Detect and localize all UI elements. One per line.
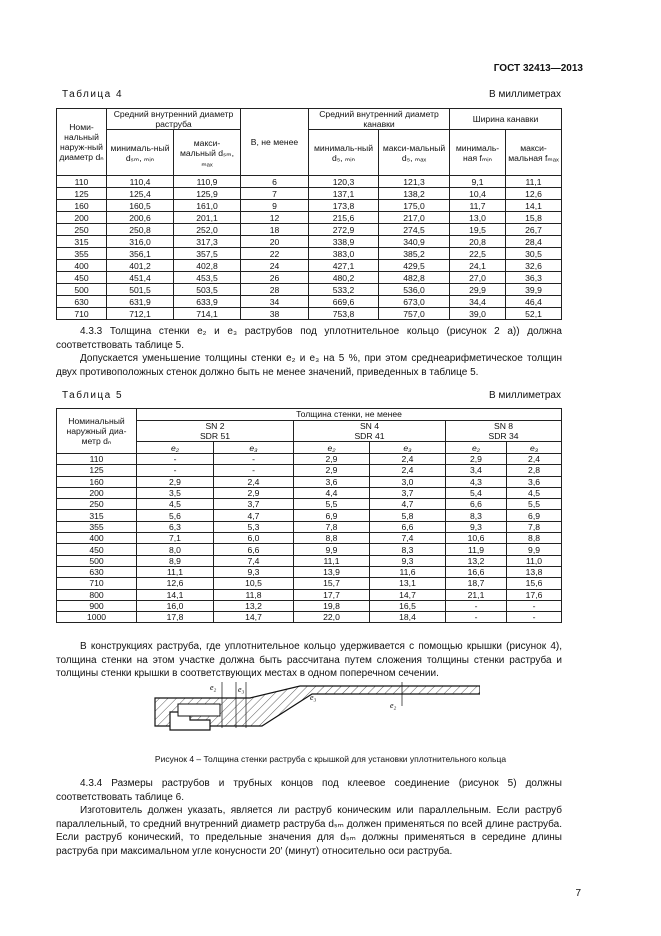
table-cell: 5,5 bbox=[507, 499, 562, 510]
table-cell: 2,8 bbox=[507, 465, 562, 476]
table-cell: 503,5 bbox=[174, 284, 241, 296]
table-cell: 30,5 bbox=[506, 248, 562, 260]
table-cell: 125,9 bbox=[174, 188, 241, 200]
table-row bbox=[57, 296, 562, 308]
t5-h-e3: e₃ bbox=[370, 442, 446, 454]
table-cell: 7,4 bbox=[370, 533, 446, 544]
table-cell: 315 bbox=[57, 236, 107, 248]
table-cell: 500 bbox=[57, 555, 137, 566]
table-cell: 17,7 bbox=[294, 589, 370, 600]
t5-h-e3: e₃ bbox=[214, 442, 294, 454]
table-cell: 250,8 bbox=[107, 224, 174, 236]
table-cell: 355 bbox=[57, 521, 137, 532]
t5-h-nominal: Номинальный наружный диа-метр dₙ bbox=[57, 409, 137, 454]
table-cell: 11,8 bbox=[214, 589, 294, 600]
t4-h-width-max: макси-мальная fₘₐₓ bbox=[506, 130, 562, 176]
table-cell: 32,6 bbox=[506, 260, 562, 272]
table-cell: 52,1 bbox=[506, 308, 562, 320]
table-row bbox=[57, 544, 562, 555]
table-cell: 14,7 bbox=[214, 612, 294, 623]
table-cell: 5,8 bbox=[370, 510, 446, 521]
table-cell: 800 bbox=[57, 589, 137, 600]
table-cell: - bbox=[137, 454, 214, 465]
t5-h-group-sn8: SN 8 SDR 34 bbox=[446, 420, 562, 442]
table-cell: 669,6 bbox=[309, 296, 379, 308]
table-cell: 5,3 bbox=[214, 521, 294, 532]
t4-h-groove-max: макси-мальный d₅, ₘₐₓ bbox=[379, 130, 450, 176]
table-cell: 6,3 bbox=[137, 521, 214, 532]
table-cell: 7 bbox=[241, 188, 309, 200]
table-cell: 633,9 bbox=[174, 296, 241, 308]
table-cell: - bbox=[214, 465, 294, 476]
table4-caption: Таблица 4 bbox=[62, 89, 124, 100]
table-cell: 317,3 bbox=[174, 236, 241, 248]
table-cell: 7,8 bbox=[507, 521, 562, 532]
t5-h-group-sn2: SN 2 SDR 51 bbox=[137, 420, 294, 442]
table-cell: 450 bbox=[57, 272, 107, 284]
table-cell: - bbox=[507, 612, 562, 623]
t4-h-socket-max: макси-мальный dₛₘ, ₘₐₓ bbox=[174, 130, 241, 176]
table-cell: 2,9 bbox=[446, 454, 507, 465]
table5-caption: Таблица 5 bbox=[62, 390, 124, 401]
table-row bbox=[57, 521, 562, 532]
paragraph-4-3-3: 4.3.3 Толщина стенки e₂ и e₃ раструбов под уплотнительное кольцо (рисунок 2 а)) должна соответствовать таблице 5. bbox=[56, 326, 562, 351]
table-cell: 11,6 bbox=[370, 566, 446, 577]
table-cell: 4,7 bbox=[370, 499, 446, 510]
table-row bbox=[57, 533, 562, 544]
table-cell: 480,2 bbox=[309, 272, 379, 284]
table-cell: 482,8 bbox=[379, 272, 450, 284]
table-cell: 173,8 bbox=[309, 200, 379, 212]
table-row bbox=[57, 248, 562, 260]
table-row bbox=[57, 600, 562, 611]
figure-4-caption: Рисунок 4 – Толщина стенки раструба с крышкой для установки уплотнительного кольца bbox=[154, 754, 507, 764]
table-cell: 340,9 bbox=[379, 236, 450, 248]
table-cell: 6 bbox=[241, 176, 309, 188]
table-cell: 5,5 bbox=[294, 499, 370, 510]
table-cell: 3,0 bbox=[370, 476, 446, 487]
table-cell: 6,6 bbox=[214, 544, 294, 555]
table-cell: 383,0 bbox=[309, 248, 379, 260]
table-cell: 2,9 bbox=[294, 454, 370, 465]
table-cell: 15,8 bbox=[506, 212, 562, 224]
table-cell: 710 bbox=[57, 578, 137, 589]
table-cell: 8,9 bbox=[137, 555, 214, 566]
t5-h-e2: e₂ bbox=[294, 442, 370, 454]
paragraph-taper: Изготовитель должен указать, является ли раструб коническим или параллельным. Если раструб параллельный, то средний внутренний диаметр раструба dₛₘ должен применяться по всей длине раструба. Если раструб конический, то предельные значения для dₛₘ должны применяться в середине длины раструба при максимальном угле конусности 20′ (минут) относительно оси раструба. bbox=[56, 805, 562, 857]
table-cell: 355 bbox=[57, 248, 107, 260]
table-cell: 9 bbox=[241, 200, 309, 212]
table-cell: 110,4 bbox=[107, 176, 174, 188]
table-cell: 673,0 bbox=[379, 296, 450, 308]
table-row bbox=[57, 212, 562, 224]
table-cell: 12,6 bbox=[506, 188, 562, 200]
table-cell: 3,7 bbox=[214, 499, 294, 510]
section-cover bbox=[56, 640, 562, 681]
seal-ring-seat bbox=[178, 704, 220, 716]
table-cell: 9,3 bbox=[446, 521, 507, 532]
table-cell: 120,3 bbox=[309, 176, 379, 188]
table4 bbox=[56, 108, 562, 320]
table5-units: В миллиметрах bbox=[489, 390, 561, 401]
table-cell: 110 bbox=[57, 176, 107, 188]
table-row bbox=[57, 589, 562, 600]
table-cell: 18 bbox=[241, 224, 309, 236]
table-row bbox=[57, 566, 562, 577]
table-cell: 34,4 bbox=[450, 296, 506, 308]
table-row bbox=[57, 188, 562, 200]
table-cell: 138,2 bbox=[379, 188, 450, 200]
table-cell: 200 bbox=[57, 212, 107, 224]
table4-units: В миллиметрах bbox=[489, 89, 561, 100]
table-cell: - bbox=[507, 600, 562, 611]
table-cell: 26 bbox=[241, 272, 309, 284]
table-cell: 14,1 bbox=[137, 589, 214, 600]
table-cell: 125 bbox=[57, 465, 137, 476]
table-cell: 160,5 bbox=[107, 200, 174, 212]
t5-h-thickness: Толщина стенки, не менее bbox=[137, 409, 562, 421]
table-cell: 9,9 bbox=[507, 544, 562, 555]
table-cell: 9,3 bbox=[370, 555, 446, 566]
table-cell: 27,0 bbox=[450, 272, 506, 284]
table-cell: 6,6 bbox=[446, 499, 507, 510]
table-cell: 316,0 bbox=[107, 236, 174, 248]
table-cell: 9,1 bbox=[450, 176, 506, 188]
table-cell: 453,5 bbox=[174, 272, 241, 284]
table-row bbox=[57, 465, 562, 476]
table5 bbox=[56, 408, 562, 623]
table-cell: 34 bbox=[241, 296, 309, 308]
table-cell: 13,9 bbox=[294, 566, 370, 577]
table-cell: 160 bbox=[57, 476, 137, 487]
table-cell: 753,8 bbox=[309, 308, 379, 320]
paragraph-reduction: Допускается уменьшение толщины стенки e₂ и e₃ на 5 %, при этом среднеарифметическое толщин двух противоположных стенок должно быть не менее значений, приведенных в таблице 5. bbox=[56, 353, 562, 378]
table-cell: 402,8 bbox=[174, 260, 241, 272]
table-cell: 9,3 bbox=[214, 566, 294, 577]
label-e2-left: e₂ bbox=[210, 683, 217, 692]
table-cell: 16,5 bbox=[370, 600, 446, 611]
table-cell: 200 bbox=[57, 487, 137, 498]
table-cell: 39,0 bbox=[450, 308, 506, 320]
table-cell: 125,4 bbox=[107, 188, 174, 200]
t4-h-groove: Средний внутренний диаметр канавки bbox=[309, 109, 450, 130]
table-cell: 12 bbox=[241, 212, 309, 224]
table-cell: 20 bbox=[241, 236, 309, 248]
table-cell: 4,4 bbox=[294, 487, 370, 498]
table-cell: 160 bbox=[57, 200, 107, 212]
table-cell: 13,8 bbox=[507, 566, 562, 577]
table-cell: 8,8 bbox=[294, 533, 370, 544]
table-cell: 630 bbox=[57, 296, 107, 308]
table-cell: 450 bbox=[57, 544, 137, 555]
table-row bbox=[57, 308, 562, 320]
table-cell: 10,5 bbox=[214, 578, 294, 589]
table-cell: 14,1 bbox=[506, 200, 562, 212]
table-row bbox=[57, 272, 562, 284]
table-cell: 250 bbox=[57, 499, 137, 510]
table-cell: 125 bbox=[57, 188, 107, 200]
table-cell: 13,0 bbox=[450, 212, 506, 224]
table-row bbox=[57, 499, 562, 510]
table-cell: 8,3 bbox=[446, 510, 507, 521]
table-cell: 338,9 bbox=[309, 236, 379, 248]
table-cell: 900 bbox=[57, 600, 137, 611]
table-row bbox=[57, 236, 562, 248]
table-cell: 110 bbox=[57, 454, 137, 465]
t4-h-width-min: минималь-ная fₘᵢₙ bbox=[450, 130, 506, 176]
t4-h-socket-min: минималь-ный dₛₘ, ₘᵢₙ bbox=[107, 130, 174, 176]
table-cell: 2,4 bbox=[370, 454, 446, 465]
table-cell: 2,4 bbox=[370, 465, 446, 476]
table-cell: 215,6 bbox=[309, 212, 379, 224]
table-cell: 13,2 bbox=[446, 555, 507, 566]
table-cell: 1000 bbox=[57, 612, 137, 623]
table-cell: 710 bbox=[57, 308, 107, 320]
table-cell: 12,6 bbox=[137, 578, 214, 589]
table-row bbox=[57, 487, 562, 498]
table-cell: - bbox=[446, 612, 507, 623]
t4-h-width: Ширина канавки bbox=[450, 109, 562, 130]
table-cell: 2,4 bbox=[214, 476, 294, 487]
table-cell: 3,6 bbox=[507, 476, 562, 487]
table-cell: 3,7 bbox=[370, 487, 446, 498]
table-cell: 46,4 bbox=[506, 296, 562, 308]
table-cell: 11,9 bbox=[446, 544, 507, 555]
table-cell: 11,7 bbox=[450, 200, 506, 212]
table-cell: 19,8 bbox=[294, 600, 370, 611]
table-cell: 18,7 bbox=[446, 578, 507, 589]
table-cell: 3,6 bbox=[294, 476, 370, 487]
table-cell: 10,4 bbox=[450, 188, 506, 200]
table-cell: 4,5 bbox=[137, 499, 214, 510]
table-cell: 11,1 bbox=[506, 176, 562, 188]
t4-h-socket: Средний внутренний диаметр раструба bbox=[107, 109, 241, 130]
table-cell: 2,9 bbox=[294, 465, 370, 476]
table-cell: 427,1 bbox=[309, 260, 379, 272]
standard-header: ГОСТ 32413—2013 bbox=[493, 63, 583, 74]
table-cell: 7,4 bbox=[214, 555, 294, 566]
t4-h-b: B, не менее bbox=[241, 109, 309, 176]
table-cell: 14,7 bbox=[370, 589, 446, 600]
table-cell: 7,8 bbox=[294, 521, 370, 532]
table-cell: 2,9 bbox=[137, 476, 214, 487]
table-row bbox=[57, 555, 562, 566]
table-cell: 3,4 bbox=[446, 465, 507, 476]
table-cell: 714,1 bbox=[174, 308, 241, 320]
table-cell: 110,9 bbox=[174, 176, 241, 188]
table-cell: 9,9 bbox=[294, 544, 370, 555]
label-e2-right: e₂ bbox=[390, 701, 397, 710]
table-cell: 13,2 bbox=[214, 600, 294, 611]
table-cell: 17,8 bbox=[137, 612, 214, 623]
table-cell: 533,2 bbox=[309, 284, 379, 296]
table-cell: 29,9 bbox=[450, 284, 506, 296]
t4-h-groove-min: минималь-ный d₅, ₘᵢₙ bbox=[309, 130, 379, 176]
table-cell: 274,5 bbox=[379, 224, 450, 236]
table-cell: 19,5 bbox=[450, 224, 506, 236]
table-cell: 6,9 bbox=[507, 510, 562, 521]
table-cell: 4,5 bbox=[507, 487, 562, 498]
label-e3-left: e₃ bbox=[238, 685, 245, 694]
table-row bbox=[57, 476, 562, 487]
table-cell: 11,0 bbox=[507, 555, 562, 566]
table-cell: 175,0 bbox=[379, 200, 450, 212]
t5-h-group-sn4: SN 4 SDR 41 bbox=[294, 420, 446, 442]
t5-h-e2: e₂ bbox=[446, 442, 507, 454]
table-cell: 21,1 bbox=[446, 589, 507, 600]
table-cell: 356,1 bbox=[107, 248, 174, 260]
table-cell: 6,0 bbox=[214, 533, 294, 544]
table-cell: 200,6 bbox=[107, 212, 174, 224]
t5-h-e2: e₂ bbox=[137, 442, 214, 454]
table-row bbox=[57, 200, 562, 212]
table-row bbox=[57, 454, 562, 465]
table-cell: 3,5 bbox=[137, 487, 214, 498]
table-cell: 36,3 bbox=[506, 272, 562, 284]
table-cell: 22 bbox=[241, 248, 309, 260]
table-row bbox=[57, 510, 562, 521]
table-row bbox=[57, 176, 562, 188]
table-cell: 161,0 bbox=[174, 200, 241, 212]
table-cell: 6,6 bbox=[370, 521, 446, 532]
table-cell: 536,0 bbox=[379, 284, 450, 296]
table-cell: 2,4 bbox=[507, 454, 562, 465]
table-cell: 10,6 bbox=[446, 533, 507, 544]
table-cell: 250 bbox=[57, 224, 107, 236]
table-cell: 8,3 bbox=[370, 544, 446, 555]
table-cell: 28 bbox=[241, 284, 309, 296]
table-cell: 22,0 bbox=[294, 612, 370, 623]
table-row bbox=[57, 578, 562, 589]
table-cell: 400 bbox=[57, 533, 137, 544]
table-cell: 217,0 bbox=[379, 212, 450, 224]
table-cell: 28,4 bbox=[506, 236, 562, 248]
figure-4-drawing bbox=[150, 682, 480, 740]
table-row bbox=[57, 612, 562, 623]
table-cell: - bbox=[214, 454, 294, 465]
table-cell: 4,7 bbox=[214, 510, 294, 521]
table-cell: 22,5 bbox=[450, 248, 506, 260]
table-cell: 500 bbox=[57, 284, 107, 296]
table-cell: 2,9 bbox=[214, 487, 294, 498]
table-cell: 15,7 bbox=[294, 578, 370, 589]
table-cell: 272,9 bbox=[309, 224, 379, 236]
table-cell: 401,2 bbox=[107, 260, 174, 272]
table-cell: 400 bbox=[57, 260, 107, 272]
section-4-3-4 bbox=[56, 777, 562, 858]
table-cell: 630 bbox=[57, 566, 137, 577]
table-cell: 8,0 bbox=[137, 544, 214, 555]
table-cell: 357,5 bbox=[174, 248, 241, 260]
table-cell: 451,4 bbox=[107, 272, 174, 284]
table-cell: 24 bbox=[241, 260, 309, 272]
t5-h-e3: e₃ bbox=[507, 442, 562, 454]
table-cell: 631,9 bbox=[107, 296, 174, 308]
t4-h-nominal: Номи-нальный наруж-ный диаметр dₙ bbox=[57, 109, 107, 176]
table-cell: 712,1 bbox=[107, 308, 174, 320]
page-number: 7 bbox=[575, 888, 581, 899]
table-cell: - bbox=[446, 600, 507, 611]
paragraph-4-3-4: 4.3.4 Размеры раструбов и трубных концов под клеевое соединение (рисунок 5) должны соответствовать таблице 6. bbox=[56, 778, 562, 803]
table-cell: 20,8 bbox=[450, 236, 506, 248]
table-cell: 137,1 bbox=[309, 188, 379, 200]
table-cell: - bbox=[137, 465, 214, 476]
table-cell: 501,5 bbox=[107, 284, 174, 296]
table-cell: 13,1 bbox=[370, 578, 446, 589]
table-cell: 315 bbox=[57, 510, 137, 521]
table-cell: 15,6 bbox=[507, 578, 562, 589]
table-cell: 16,6 bbox=[446, 566, 507, 577]
table-cell: 24,1 bbox=[450, 260, 506, 272]
table-cell: 17,6 bbox=[507, 589, 562, 600]
table-cell: 18,4 bbox=[370, 612, 446, 623]
label-e3-mid: e₃ bbox=[310, 693, 317, 702]
section-4-3-3 bbox=[56, 325, 562, 379]
table-cell: 757,0 bbox=[379, 308, 450, 320]
table-cell: 429,5 bbox=[379, 260, 450, 272]
table-cell: 38 bbox=[241, 308, 309, 320]
table-row bbox=[57, 224, 562, 236]
paragraph-cover: В конструкциях раструба, где уплотнительное кольцо удерживается с помощью крышки (рисунок 4), толщина стенки на этом участке должна быть рассчитана путем сложения толщины стенки раструба и толщины стенки крышки в соответствующих местах в одном поперечном сечении. bbox=[56, 641, 562, 679]
table-cell: 5,6 bbox=[137, 510, 214, 521]
table-cell: 11,1 bbox=[137, 566, 214, 577]
table-row bbox=[57, 284, 562, 296]
table-cell: 5,4 bbox=[446, 487, 507, 498]
table-cell: 26,7 bbox=[506, 224, 562, 236]
table-cell: 4,3 bbox=[446, 476, 507, 487]
table-cell: 16,0 bbox=[137, 600, 214, 611]
table-row bbox=[57, 260, 562, 272]
table-cell: 11,1 bbox=[294, 555, 370, 566]
table-cell: 6,9 bbox=[294, 510, 370, 521]
table-cell: 39,9 bbox=[506, 284, 562, 296]
table-cell: 252,0 bbox=[174, 224, 241, 236]
table-cell: 8,8 bbox=[507, 533, 562, 544]
table-cell: 385,2 bbox=[379, 248, 450, 260]
table-cell: 201,1 bbox=[174, 212, 241, 224]
table-cell: 121,3 bbox=[379, 176, 450, 188]
table-cell: 7,1 bbox=[137, 533, 214, 544]
